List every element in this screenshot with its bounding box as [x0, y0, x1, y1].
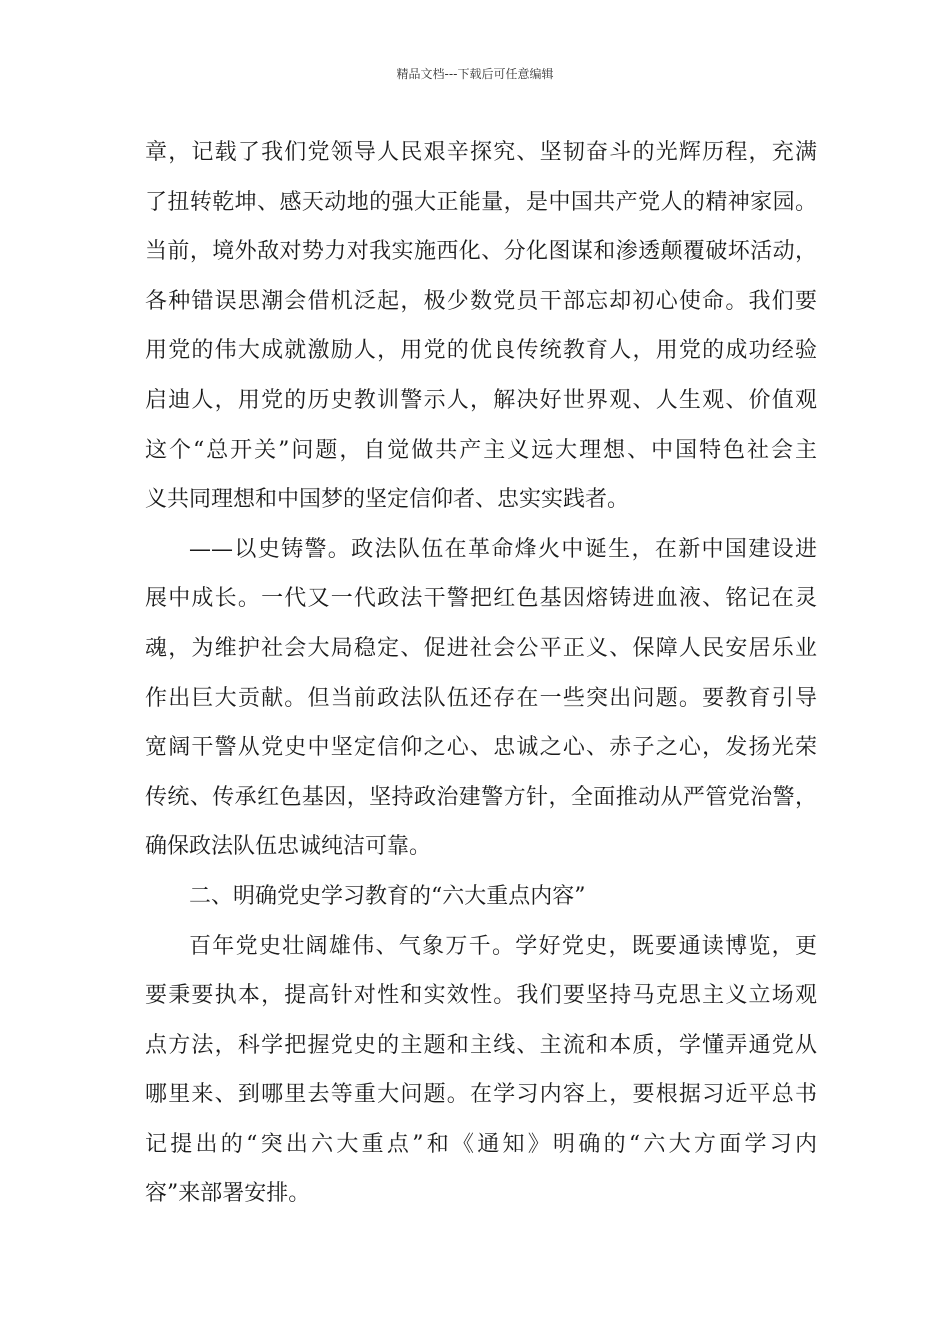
text-line: 作出巨大贡献。但当前政法队伍还存在一些突出问题。要教育引导 [145, 685, 817, 711]
text-line: 了扭转乾坤、感天动地的强大正能量，是中国共产党人的精神家园。 [145, 189, 817, 215]
text-line: 二、明确党史学习教育的“六大重点内容” [189, 883, 586, 909]
text-line: ——以史铸警。政法队伍在革命烽火中诞生，在新中国建设进 [189, 536, 817, 562]
document-body [145, 128, 817, 1219]
text-line: 百年党史壮阔雄伟、气象万千。学好党史，既要通读博览，更 [189, 933, 817, 959]
text-line: 这个“总开关”问题，自觉做共产主义远大理想、中国特色社会主 [145, 437, 817, 463]
text-line: 魂，为维护社会大局稳定、促进社会公平正义、保障人民安居乐业 [145, 635, 817, 661]
text-line: 点方法，科学把握党史的主题和主线、主流和本质，学懂弄通党从 [145, 1032, 817, 1058]
text-line: 启迪人，用党的历史教训警示人，解决好世界观、人生观、价值观 [145, 387, 817, 413]
text-line: 确保政法队伍忠诚纯洁可靠。 [145, 834, 432, 860]
text-line: 记提出的“突出六大重点”和《通知》明确的“六大方面学习内 [145, 1131, 817, 1157]
page-header: 精品文档---下载后可任意编辑 [396, 67, 554, 81]
text-line: 义共同理想和中国梦的坚定信仰者、忠实实践者。 [145, 487, 630, 513]
text-line: 容”来部署安排。 [145, 1181, 311, 1207]
text-line: 哪里来、到哪里去等重大问题。在学习内容上，要根据习近平总书 [145, 1082, 817, 1108]
text-line: 章，记载了我们党领导人民艰辛探究、坚韧奋斗的光辉历程，充满 [145, 140, 817, 165]
text-line: 传统、传承红色基因，坚持政治建警方针，全面推动从严管党治警， [145, 784, 817, 810]
text-line: 用党的伟大成就激励人，用党的优良传统教育人，用党的成功经验 [145, 338, 817, 364]
text-line: 展中成长。一代又一代政法干警把红色基因熔铸进血液、铭记在灵 [145, 586, 817, 612]
text-line: 各种错误思潮会借机泛起，极少数党员干部忘却初心使命。我们要 [145, 288, 817, 314]
text-line: 要秉要执本，提高针对性和实效性。我们要坚持马克思主义立场观 [145, 983, 817, 1009]
text-line: 宽阔干警从党史中坚定信仰之心、忠诚之心、赤子之心，发扬光荣 [145, 735, 817, 761]
text-line: 当前，境外敌对势力对我实施西化、分化图谋和渗透颠覆破坏活动， [145, 239, 817, 265]
